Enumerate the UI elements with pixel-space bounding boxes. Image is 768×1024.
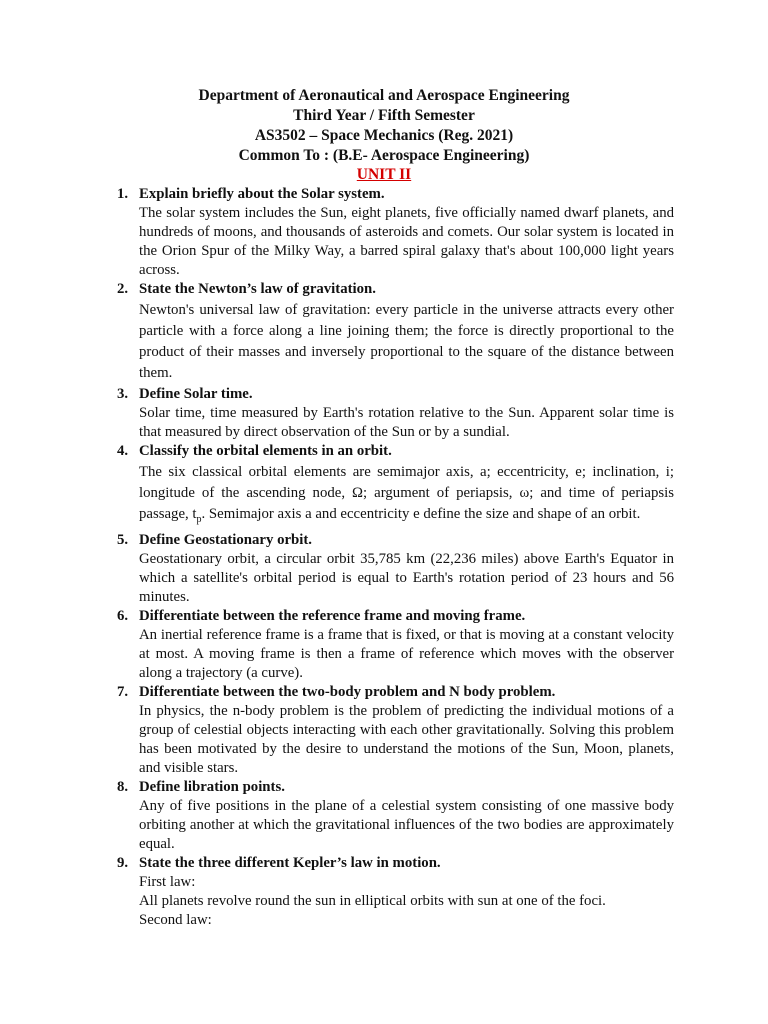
question-title: Define libration points. — [139, 778, 285, 795]
question-list — [111, 185, 674, 930]
question-title: Define Geostationary orbit. — [139, 531, 313, 548]
question-number: 6. — [117, 607, 129, 624]
question-item — [111, 531, 674, 607]
question-number: 3. — [117, 386, 129, 402]
question-item — [111, 442, 674, 530]
answer-text: . Semimajor axis a and eccentricity e define the size and shape of an orbit. — [201, 506, 641, 522]
question-number: 9. — [117, 854, 129, 871]
question-item — [111, 854, 674, 930]
answer-text: The six classical orbital elements are semimajor axis, a; eccentricity, e; inclination, i; longitude of the ascending node, Ω; argument of periapsis, ω; and time of periapsis passage, t — [139, 464, 674, 522]
question-item — [111, 683, 674, 778]
question-answer: In physics, the n-body problem is the problem of predicting the individual motions of a group of celestial objects interacting with each other gravitationally. Solving this problem has been motivated by the desire to understand the motions of the Sun, Moon, planets, and visible stars. — [139, 702, 674, 776]
question-title: Differentiate between the reference frame and moving frame. — [139, 607, 526, 624]
question-title: State the Newton’s law of gravitation. — [139, 281, 376, 297]
question-answer: The solar system includes the Sun, eight planets, five officially named dwarf planets, and hundreds of moons, and thousands of asteroids and comets. Our solar system is located in the Orion Spur of the Milky Way, a barred spiral galaxy that's about 100,000 light years across. — [139, 205, 674, 278]
question-answer: Newton's universal law of gravitation: every particle in the universe attracts every other particle with a force along a line joining them; the force is directly proportional to the product of their masses and inversely proportional to the square of the distance between them. — [139, 302, 674, 381]
question-title: Differentiate between the two-body problem and N body problem. — [139, 683, 556, 700]
question-answer: Geostationary orbit, a circular orbit 35,785 km (22,236 miles) above Earth's Equator in which a satellite's orbital period is equal to Earth's rotation period of 23 hours and 56 minutes. — [139, 550, 674, 605]
question-answer: Any of five positions in the plane of a celestial system consisting of one massive body orbiting another at which the gravitational influences of the two bodies are approximately equal. — [139, 797, 674, 852]
question-item — [111, 385, 674, 442]
question-answer: An inertial reference frame is a frame that is fixed, or that is moving at a constant velocity at most. A moving frame is then a frame of reference which moves with the observer along a trajectory (a curve). — [139, 626, 674, 681]
question-item — [111, 185, 674, 280]
course-title: AS3502 – Space Mechanics (Reg. 2021) — [254, 127, 514, 144]
question-title: Explain briefly about the Solar system. — [139, 186, 385, 202]
question-answer — [139, 462, 674, 530]
question-number: 8. — [117, 778, 129, 795]
question-answer: Solar time, time measured by Earth's rotation relative to the Sun. Apparent solar time is that measured by direct observation of the Sun or by a sundial. — [139, 405, 674, 440]
question-number: 5. — [117, 531, 129, 548]
question-number: 4. — [117, 443, 129, 459]
department-title: Department of Aeronautical and Aerospace Engineering — [198, 87, 570, 104]
question-item — [111, 607, 674, 683]
common-to: Common To : (B.E- Aerospace Engineering) — [238, 147, 530, 164]
question-number: 7. — [117, 683, 129, 700]
answer-line: Second law: — [139, 911, 212, 928]
question-item — [111, 778, 674, 854]
answer-subscript: p — [196, 513, 202, 525]
document-header — [0, 86, 768, 183]
question-item — [111, 280, 674, 384]
question-answer — [139, 873, 674, 930]
answer-line: First law: — [139, 873, 196, 890]
year-semester: Third Year / Fifth Semester — [293, 107, 475, 124]
unit-heading: UNIT II — [356, 166, 412, 183]
question-title: State the three different Kepler’s law in motion. — [139, 854, 441, 871]
answer-line: All planets revolve round the sun in elliptical orbits with sun at one of the foci. — [139, 892, 606, 909]
question-title: Classify the orbital elements in an orbit. — [139, 443, 392, 459]
question-number: 2. — [117, 281, 129, 297]
question-number: 1. — [117, 186, 129, 202]
question-title: Define Solar time. — [139, 386, 253, 402]
